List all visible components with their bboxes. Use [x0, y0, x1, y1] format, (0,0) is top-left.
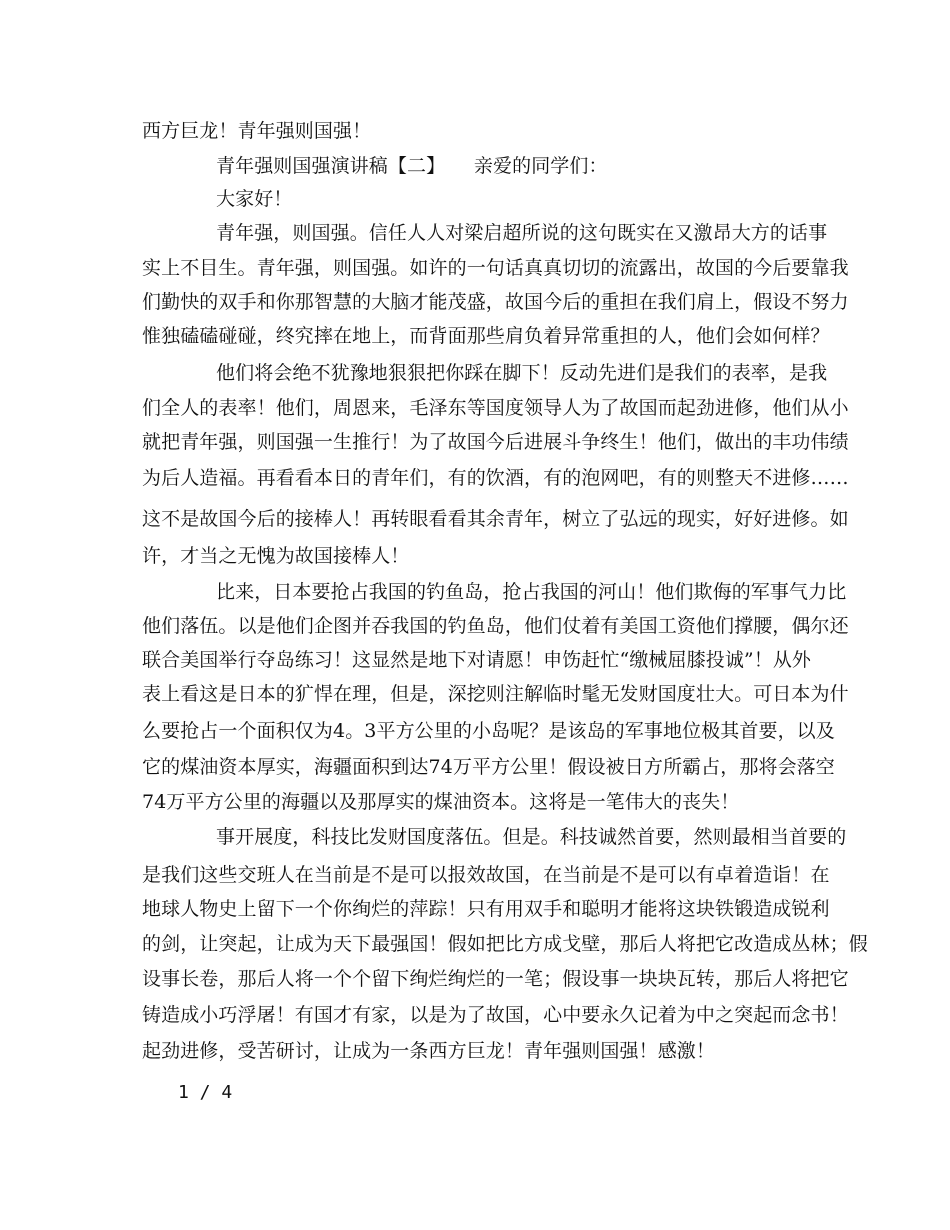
text-line: 惟独磕磕碰碰，终究摔在地上，而背面那些肩负着异常重担的人，他们会如何样？ — [142, 325, 830, 347]
text-line: 它的煤油资本厚实，海疆面积到达74万平方公里！假设被日方所霸占，那将会落空 — [142, 756, 835, 778]
text-line: 地球人物史上留下一个你绚烂的萍踪！只有用双手和聪明才能将这块铁锻造成锐利 — [142, 898, 830, 920]
text-line: 事开展度，科技比发财国度落伍。但是。科技诚然首要，然则最相当首要的 — [216, 826, 847, 848]
section-heading: 青年强则国强演讲稿【二】 亲爱的同学们： — [216, 155, 608, 177]
text-line: 起劲进修，受苦研讨，让成为一条西方巨龙！青年强则国强！感激！ — [142, 1040, 716, 1062]
text-line: 实上不目生。青年强，则国强。如许的一句话真真切切的流露出，故国的今后要靠我 — [142, 257, 849, 279]
text-line: 表上看这是日本的犷悍在理，但是，深挖则注解临时髦无发财国度壮大。可日本为什 — [142, 683, 849, 705]
page-number: 1 / 4 — [178, 1082, 233, 1103]
text-line: 铸造成小巧浮屠！有国才有家，以是为了故国，心中要永久记着为中之突起而念书！ — [142, 1004, 849, 1026]
text-line: 就把青年强，则国强一生推行！为了故国今后进展斗争终生！他们，做出的丰功伟绩 — [142, 431, 849, 453]
text-line: 青年强，则国强。信任人人对梁启超所说的这句既实在又激昂大方的话事 — [216, 222, 828, 244]
text-line: 们全人的表率！他们，周恩来，毛泽东等国度领导人为了故国而起劲进修，他们从小 — [142, 397, 849, 419]
text-line: 这不是故国今后的接棒人！再转眼看看其余青年，树立了弘远的现实，好好进修。如 — [142, 508, 849, 530]
text-line: 西方巨龙！青年强则国强！ — [142, 120, 372, 142]
text-line: 他们落伍。以是他们企图并吞我国的钓鱼岛，他们仗着有美国工资他们撑腰，偶尔还 — [142, 615, 849, 637]
text-line: 74万平方公里的海疆以及那厚实的煤油资本。这将是一笔伟大的丧失！ — [142, 791, 740, 813]
text-line: 么要抢占一个面积仅为4。3平方公里的小岛呢？是该岛的军事地位极其首要，以及 — [142, 720, 835, 742]
text-line: 是我们这些交班人在当前是不是可以报效故国，在当前是不是可以有卓着造诣！在 — [142, 864, 830, 886]
text-line: 联合美国举行夺岛练习！这显然是地下对请愿！申饬赶忙“缴械屈膝投诚”！从外 — [142, 649, 812, 671]
text-line: 的剑，让突起，让成为天下最强国！假如把比方成戈壁，那后人将把它改造成丛林；假 — [142, 933, 868, 955]
text-line: 许，才当之无愧为故国接棒人！ — [142, 545, 410, 567]
text-line: 们勤快的双手和你那智慧的大脑才能茂盛，故国今后的重担在我们肩上，假设不努力 — [142, 291, 849, 313]
text-line: 为后人造福。再看看本日的青年们，有的饮酒，有的泡网吧，有的则整天不进修…… — [142, 467, 849, 489]
text-line: 比来，日本要抢占我国的钓鱼岛，抢占我国的河山！他们欺侮的军事气力比 — [216, 581, 847, 603]
text-line: 设事长卷，那后人将一个个留下绚烂绚烂的一笔；假设事一块块瓦转，那后人将把它 — [142, 968, 849, 990]
greeting-line: 大家好！ — [216, 188, 293, 210]
text-line: 他们将会绝不犹豫地狠狠把你踩在脚下！反动先进们是我们的表率，是我 — [216, 362, 828, 384]
